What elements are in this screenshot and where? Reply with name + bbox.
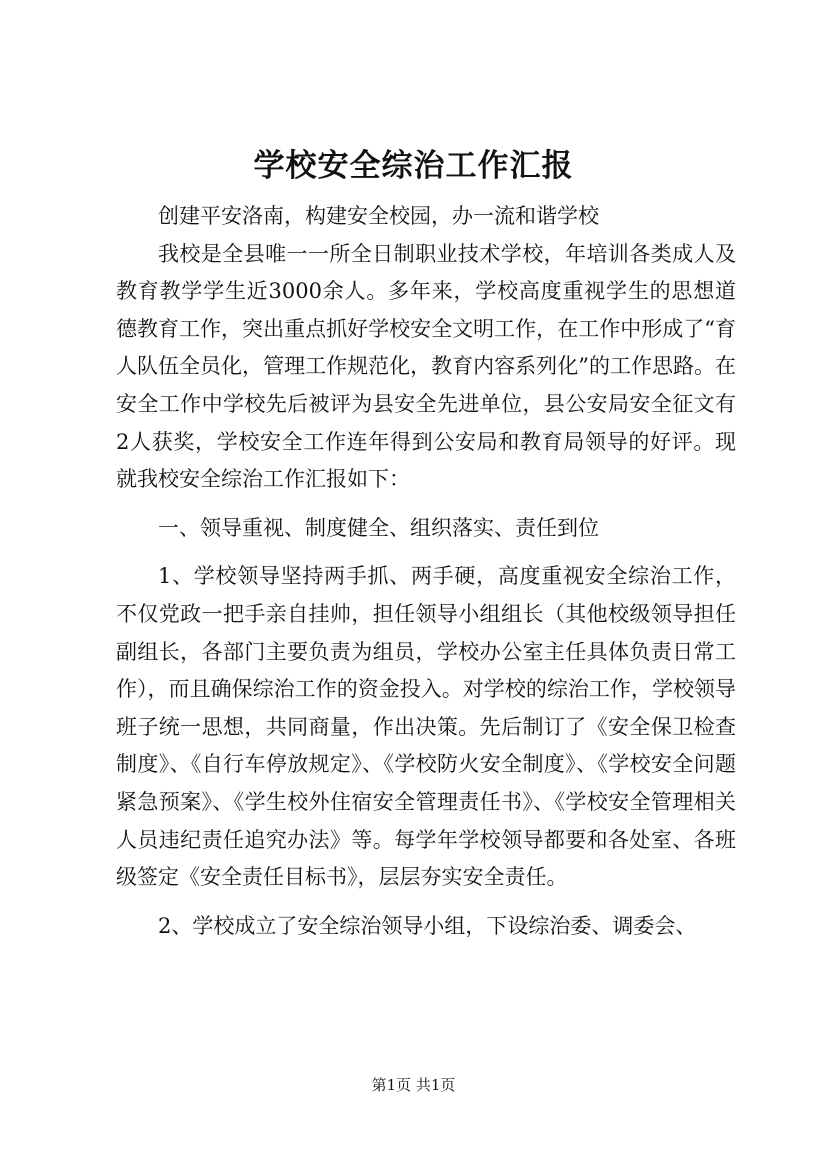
document-title: 学校安全综治工作汇报 [253, 148, 574, 184]
paragraph-item-2: 2、学校成立了安全综治领导小组，下设综治委、调委会、 [158, 913, 697, 938]
paragraph-slogan: 创建平安洛南，构建安全校园，办一流和谐学校 [158, 204, 599, 228]
paragraph-introduction: 我校是全县唯一一所全日制职业技术学校，年培训各类成人及教育教学学生近3000余人。多年来，学校高度重视学生的思想道德教育工作，突出重点抓好学校安全文明工作，在工作中形成了“育人队伍全员化，管理工作规范化，教育内容系列化”的工作思路。在安全工作中学校先后被评为县安全先进单位，县公安局安全征文有2人获奖，学校安全工作连年得到公安局和教育局领导的好评。现就我校安全综治工作汇报如下： [116, 241, 736, 492]
paragraph-item-1: 1、学校领导坚持两手抓、两手硬，高度重视安全综治工作，不仅党政一把手亲自挂帅，担任领导小组组长（其他校级领导担任副组长，各部门主要负责为组员，学校办公室主任具体负责日常工作），而且确保综治工作的资金投入。对学校的综治工作，学校领导班子统一思想，共同商量，作出决策。先后制订了《安全保卫检查制度》、《自行车停放规定》、《学校防火安全制度》、《学校安全问题紧急预案》、《学生校外住宿安全管理责任书》、《学校安全管理相关人员违纪责任追究办法》等。每学年学校领导都要和各处室、各班级签定《安全责任目标书》，层层夯实安全责任。 [116, 564, 736, 890]
document-body [116, 198, 736, 945]
section-heading: 一、领导重视、制度健全、组织落实、责任到位 [158, 515, 599, 540]
page-number-footer: 第1页 共1页 [371, 1076, 456, 1094]
